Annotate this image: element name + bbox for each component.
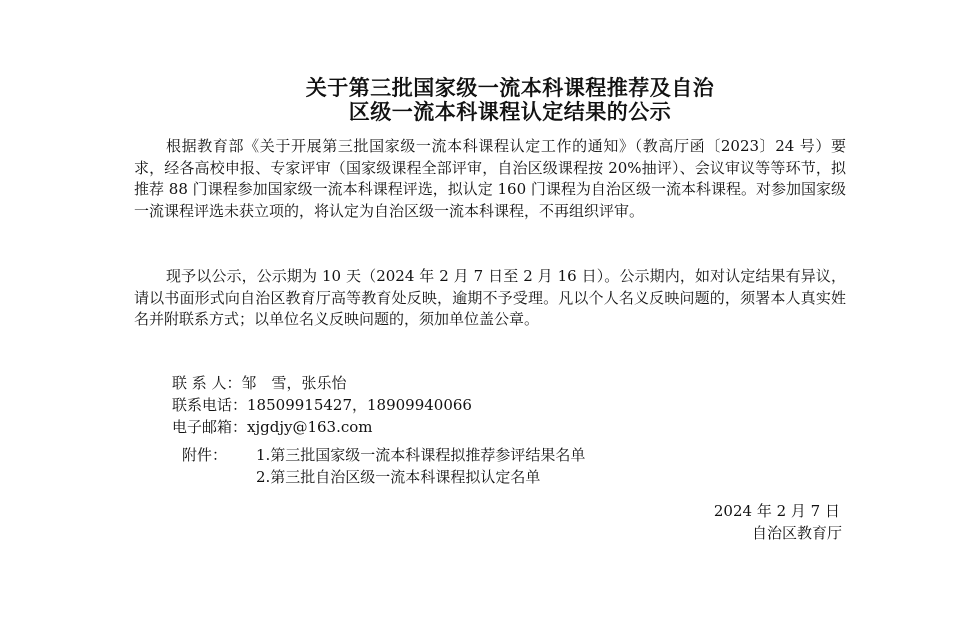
attachment-item-2: 2.第三批自治区级一流本科课程拟认定名单 xyxy=(256,468,541,486)
document-title-line-2: 区级一流本科课程认定结果的公示 xyxy=(348,100,672,124)
contact-person-label: 联 系 人： xyxy=(172,374,242,392)
contact-person-value: 邹 雪，张乐怡 xyxy=(241,374,347,392)
attachment-item-1: 1.第三批国家级一流本科课程拟推荐参评结果名单 xyxy=(256,446,586,464)
contact-email-label: 电子邮箱： xyxy=(172,418,248,436)
contact-email-value: xjgdjy@163.com xyxy=(247,418,373,436)
document-date: 2024 年 2 月 7 日 xyxy=(713,502,840,520)
contact-person-row xyxy=(172,372,347,394)
paragraph-background: 根据教育部《关于开展第三批国家级一流本科课程认定工作的通知》（教高厅函〔2023〕24 号）要求，经各高校申报、专家评审（国家级课程全部评审，自治区级课程按 20%抽评）、会议审议等等环节，拟推荐 88 门课程参加国家级一流本科课程评选，拟认定 160 门课程为自治区级一流本科课程。对参加国家级一流课程评选未获立项的，将认定为自治区级一流本科课程，不再组织评审。 xyxy=(134,137,846,220)
attachment-label: 附件： xyxy=(182,446,228,464)
contact-phone-value: 18509915427，18909940066 xyxy=(247,396,472,414)
contact-email-row xyxy=(172,416,373,438)
contact-phone-label: 联系电话： xyxy=(172,396,248,414)
paragraph-notice-period: 现予以公示，公示期为 10 天（2024 年 2 月 7 日至 2 月 16 日）。公示期内，如对认定结果有异议，请以书面形式向自治区教育厅高等教育处反映，逾期不予受理。凡以个人名义反映问题的，须署本人真实姓名并附联系方式；以单位名义反映问题的，须加单位盖公章。 xyxy=(134,267,846,328)
contact-phone-row xyxy=(172,394,472,416)
issuing-organization: 自治区教育厅 xyxy=(751,524,842,542)
document-title-line-1: 关于第三批国家级一流本科课程推荐及自治 xyxy=(305,76,715,100)
